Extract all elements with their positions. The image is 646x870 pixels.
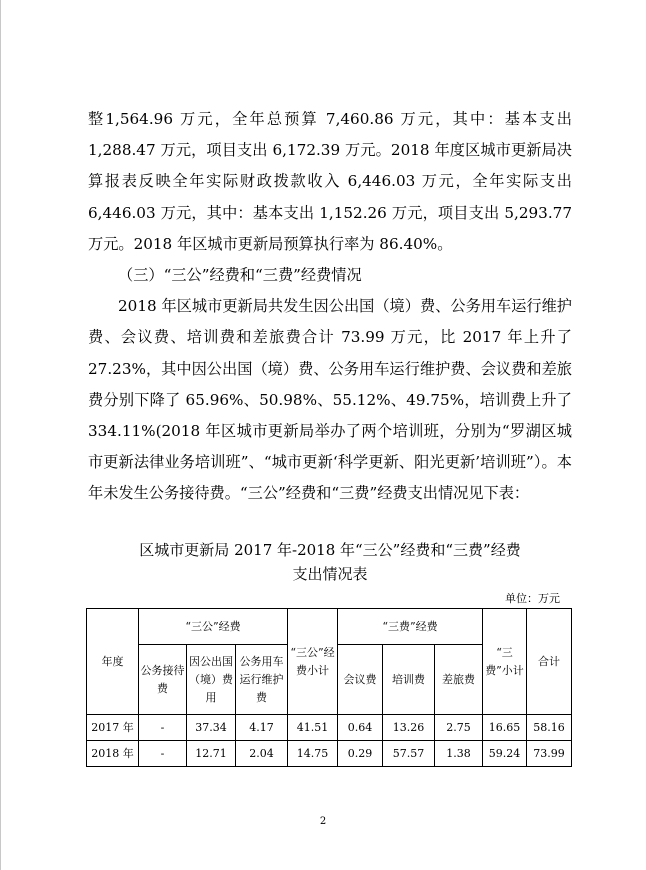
cell-training: 13.26 [383, 715, 435, 741]
header-sanfei-subtotal: “三费”小计 [483, 609, 527, 715]
cell-year: 2017 年 [87, 715, 139, 741]
cell-sangong-subtotal: 14.75 [288, 741, 338, 767]
table-title-line2: 支出情况表 [292, 565, 368, 583]
paragraph-budget: 整1,564.96 万元，全年总预算 7,460.86 万元，其中：基本支出 1,288.47 万元，项目支出 6,172.39 万元。2018 年度区城市更新局决算报表反映全年实际财政拨款收入 6,446.03 万元，全年实际支出 6,446.03 万元，其中：基本支出 1,152.26 万元，项目支出 5,293.77 万元。2018 年区城市更新局预算执行率为 86.40%。 [88, 110, 572, 253]
cell-total: 73.99 [527, 741, 572, 767]
cell-meeting: 0.64 [338, 715, 383, 741]
page-number: 2 [319, 816, 327, 827]
cell-year: 2018 年 [87, 741, 139, 767]
header-sanfei-group: “三费”经费 [338, 609, 483, 645]
table-row [87, 741, 572, 767]
cell-travel: 1.38 [435, 741, 483, 767]
cell-meeting: 0.29 [338, 741, 383, 767]
cell-sanfei-subtotal: 16.65 [483, 715, 527, 741]
page-edge [0, 0, 1, 870]
document-body [88, 104, 572, 510]
cell-vehicle: 2.04 [236, 741, 288, 767]
table-row [87, 715, 572, 741]
section-heading: （三）“三公”经费和“三费”经费情况 [118, 266, 362, 285]
cell-total: 58.16 [527, 715, 572, 741]
header-overseas: 因公出国（境）费用 [187, 645, 236, 715]
header-vehicle: 公务用车运行维护费 [236, 645, 288, 715]
header-year: 年度 [87, 609, 139, 715]
header-sangong-group: “三公”经费 [139, 609, 288, 645]
header-total: 合计 [527, 609, 572, 715]
paragraph-expenses: 2018 年区城市更新局共发生因公出国（境）费、公务用车运行维护费、会议费、培训费和差旅费合计 73.99 万元，比 2017 年上升了 27.23%，其中因公出国（境）费、公务用车运行维护费、会议费和差旅费分别下降了 65.96%、50.98%、55.12%、49.75%，培训费上升了 334.11%(2018 年区城市更新局举办了两个培训班，分别为“罗湖区城市更新法律业务培训班”、“城市更新‘科学更新、阳光更新’培训班”）。本年未发生公务接待费。“三公”经费和“三费”经费支出情况见下表： [88, 297, 572, 503]
cell-sangong-subtotal: 41.51 [288, 715, 338, 741]
header-travel: 差旅费 [435, 645, 483, 715]
table-title [88, 538, 572, 586]
header-training: 培训费 [383, 645, 435, 715]
cell-overseas: 37.34 [187, 715, 236, 741]
cell-training: 57.57 [383, 741, 435, 767]
header-reception: 公务接待费 [139, 645, 187, 715]
cell-vehicle: 4.17 [236, 715, 288, 741]
cell-reception: - [139, 741, 187, 767]
cell-sanfei-subtotal: 59.24 [483, 741, 527, 767]
cell-reception: - [139, 715, 187, 741]
header-sangong-subtotal: “三公”经费小计 [288, 609, 338, 715]
expense-table [86, 608, 572, 767]
table-unit: 单位：万元 [505, 592, 560, 605]
cell-overseas: 12.71 [187, 741, 236, 767]
header-meeting: 会议费 [338, 645, 383, 715]
cell-travel: 2.75 [435, 715, 483, 741]
table-title-line1: 区城市更新局 2017 年-2018 年“三公”经费和“三费”经费 [139, 541, 521, 559]
